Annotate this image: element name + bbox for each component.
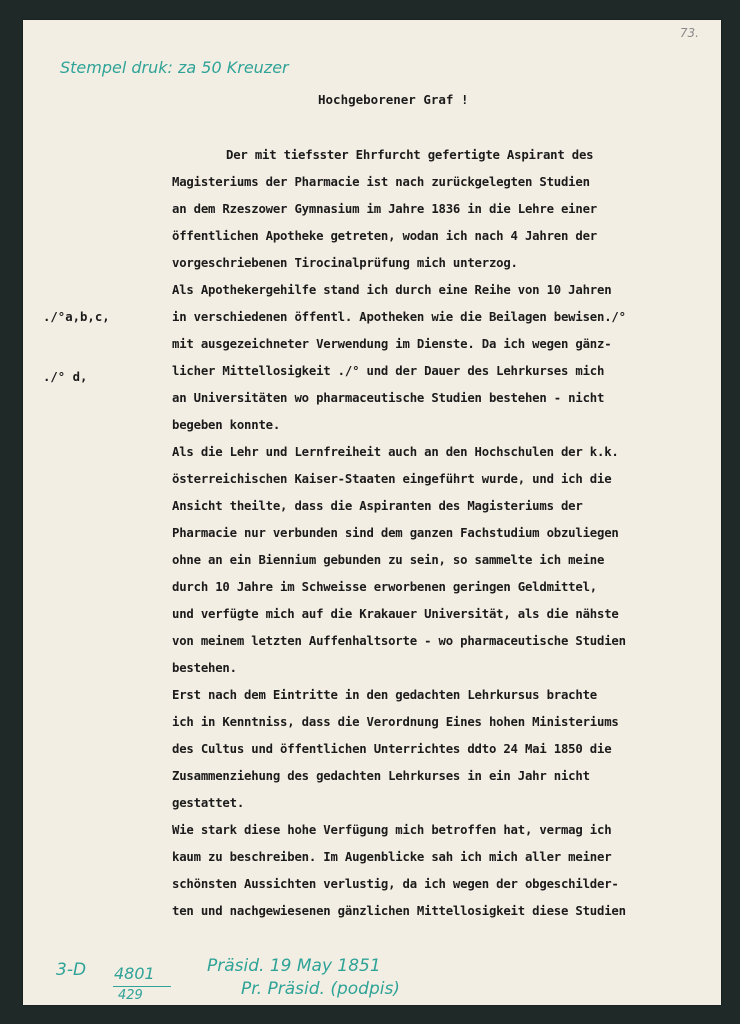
text-line: schönsten Aussichten verlustig, da ich wegen der obgeschilder-: [172, 877, 619, 891]
text-line: bestehen.: [172, 661, 237, 675]
text-line: an dem Rzeszower Gymnasium im Jahre 1836 in die Lehre einer: [172, 202, 597, 216]
handwritten-date: Präsid. 19 May 1851: [207, 956, 381, 976]
text-line: ten und nachgewiesenen gänzlichen Mittellosigkeit diese Studien: [172, 904, 626, 918]
text-line: durch 10 Jahre im Schweisse erworbenen geringen Geldmittel,: [172, 580, 597, 594]
document-page: [23, 20, 721, 1005]
text-line: Ansicht theilte, dass die Aspiranten des Magisteriums der: [172, 499, 583, 513]
salutation: Hochgeborener Graf !: [318, 92, 469, 107]
text-line: österreichischen Kaiser-Staaten eingeführt wurde, und ich die: [172, 472, 612, 486]
handwritten-signature-note: Pr. Präsid. (podpis): [241, 979, 400, 999]
text-line: Als Apothekergehilfe stand ich durch eine Reihe von 10 Jahren: [172, 283, 612, 297]
text-line: an Universitäten wo pharmaceutische Studien bestehen - nicht: [172, 391, 605, 405]
text-line: Pharmacie nur verbunden sind dem ganzen Fachstudium obzuliegen: [172, 526, 619, 540]
text-line: ich in Kenntniss, dass die Verordnung Eines hohen Ministeriums: [172, 715, 619, 729]
text-line: Als die Lehr und Lernfreiheit auch an den Hochschulen der k.k.: [172, 445, 619, 459]
text-line: licher Mittellosigkeit ./° und der Dauer des Lehrkurses mich: [172, 364, 605, 378]
handwritten-archive-code: 3-D: [56, 960, 87, 980]
text-line: von meinem letzten Auffenhaltsorte - wo pharmaceutische Studien: [172, 634, 626, 648]
text-line: öffentlichen Apotheke getreten, wodan ich nach 4 Jahren der: [172, 229, 597, 243]
letter-body: [172, 142, 732, 925]
text-line: in verschiedenen öffentl. Apotheken wie die Beilagen bewisen./°: [172, 310, 626, 324]
text-line: kaum zu beschreiben. Im Augenblicke sah ich mich aller meiner: [172, 850, 612, 864]
text-line: mit ausgezeichneter Verwendung im Dienste. Da ich wegen gänz-: [172, 337, 612, 351]
handwritten-stamp-note: Stempel druk: za 50 Kreuzer: [60, 58, 289, 77]
margin-reference: ./°a,b,c,: [43, 310, 110, 324]
margin-reference: ./° d,: [43, 370, 88, 384]
text-line: gestattet.: [172, 796, 245, 810]
text-line: Zusammenziehung des gedachten Lehrkurses in ein Jahr nicht: [172, 769, 590, 783]
text-line: begeben konnte.: [172, 418, 281, 432]
fraction-divider: [113, 986, 171, 987]
text-line: ohne an ein Biennium gebunden zu sein, so sammelte ich meine: [172, 553, 605, 567]
handwritten-archive-subnumber: 429: [118, 988, 143, 1003]
text-line: Wie stark diese hohe Verfügung mich betroffen hat, vermag ich: [172, 823, 612, 837]
text-line: und verfügte mich auf die Krakauer Universität, als die nähste: [172, 607, 619, 621]
text-line: vorgeschriebenen Tirocinalprüfung mich unterzog.: [172, 256, 518, 270]
text-line: Magisteriums der Pharmacie ist nach zurückgelegten Studien: [172, 175, 590, 189]
text-line: Der mit tiefsster Ehrfurcht gefertigte Aspirant des: [226, 148, 594, 162]
text-line: Erst nach dem Eintritte in den gedachten Lehrkursus brachte: [172, 688, 597, 702]
text-line: des Cultus und öffentlichen Unterrichtes ddto 24 Mai 1850 die: [172, 742, 612, 756]
handwritten-archive-number: 4801: [114, 964, 155, 983]
page-number: 73.: [679, 26, 699, 40]
